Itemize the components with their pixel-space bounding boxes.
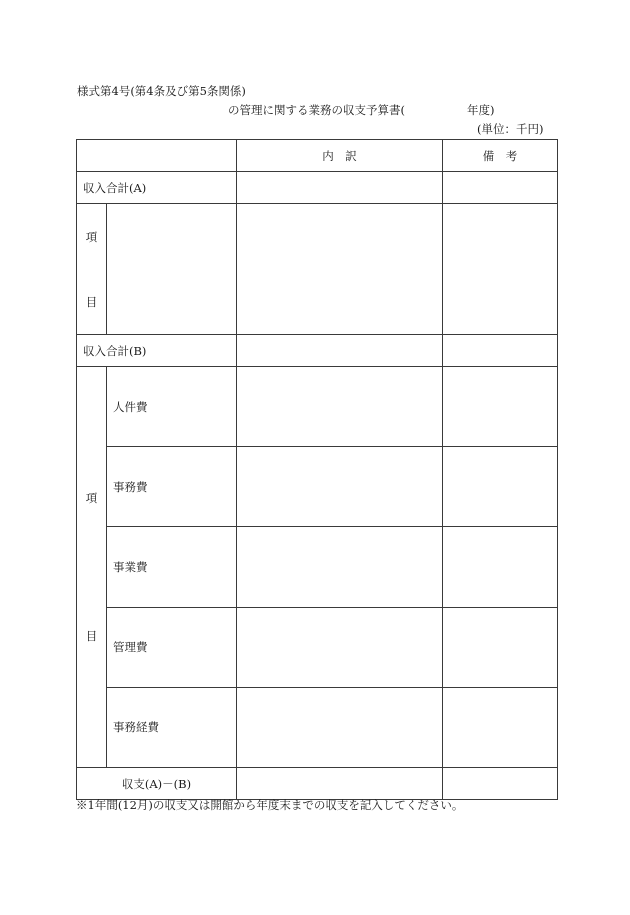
expense-remarks-cell[interactable] — [443, 527, 558, 607]
income-total-row — [77, 172, 558, 204]
expense-item-char-1: 項 — [85, 490, 98, 505]
expense-total-breakdown[interactable] — [237, 335, 443, 367]
unit-note: (単位：千円) — [477, 122, 544, 136]
footnote: ※1年間(12月)の収支又は開館から年度末までの収支を記入してください。 — [76, 798, 464, 812]
expense-row — [77, 447, 558, 527]
balance-remarks[interactable] — [443, 768, 558, 800]
expense-remarks-cell[interactable] — [443, 367, 558, 447]
expense-item-office-expenses: 事務経費 — [107, 687, 237, 767]
expense-breakdown-cell[interactable] — [237, 447, 443, 527]
expense-item-personnel: 人件費 — [107, 367, 237, 447]
document-title: の管理に関する業務の収支予算書( — [228, 103, 405, 117]
balance-label: 収支(A)－(B) — [77, 768, 237, 800]
expense-total-label: 収入合計(B) — [77, 335, 237, 367]
income-item-char-2: 目 — [85, 294, 98, 309]
income-item-breakdown[interactable] — [237, 204, 443, 335]
income-item-char-1: 項 — [85, 229, 98, 244]
expense-remarks-cell[interactable] — [443, 607, 558, 687]
fiscal-year-label: 年度) — [467, 103, 495, 117]
expense-item-char-2: 目 — [85, 629, 98, 644]
col-remarks-label: 備 考 — [482, 148, 518, 163]
expense-item-project: 事業費 — [107, 527, 237, 607]
income-total-remarks[interactable] — [443, 172, 558, 204]
expense-row — [77, 367, 558, 447]
expense-remarks-cell[interactable] — [443, 687, 558, 767]
balance-row — [77, 768, 558, 800]
header-row — [77, 140, 558, 172]
expense-breakdown-cell[interactable] — [237, 687, 443, 767]
expense-total-remarks[interactable] — [443, 335, 558, 367]
col-breakdown-header — [237, 140, 443, 172]
expense-breakdown-cell[interactable] — [237, 367, 443, 447]
income-item-vertical-label — [77, 204, 107, 335]
expense-row — [77, 687, 558, 767]
expense-row — [77, 607, 558, 687]
budget-table — [76, 139, 558, 800]
income-item-remarks[interactable] — [443, 204, 558, 335]
expense-item-management: 管理費 — [107, 607, 237, 687]
expense-total-row — [77, 335, 558, 367]
form-number-label: 様式第4号(第4条及び第5条関係) — [77, 84, 246, 98]
income-item-name-cell[interactable] — [107, 204, 237, 335]
income-total-breakdown[interactable] — [237, 172, 443, 204]
balance-breakdown[interactable] — [237, 768, 443, 800]
col-remarks-header — [443, 140, 558, 172]
income-total-label: 収入合計(A) — [77, 172, 237, 204]
expense-remarks-cell[interactable] — [443, 447, 558, 527]
expense-item-office: 事務費 — [107, 447, 237, 527]
col-breakdown-label: 内 訳 — [322, 148, 357, 163]
expense-item-vertical-label — [77, 367, 107, 768]
expense-breakdown-cell[interactable] — [237, 527, 443, 607]
income-items-row — [77, 204, 558, 335]
header-blank-cell — [77, 140, 237, 172]
expense-breakdown-cell[interactable] — [237, 607, 443, 687]
expense-row — [77, 527, 558, 607]
